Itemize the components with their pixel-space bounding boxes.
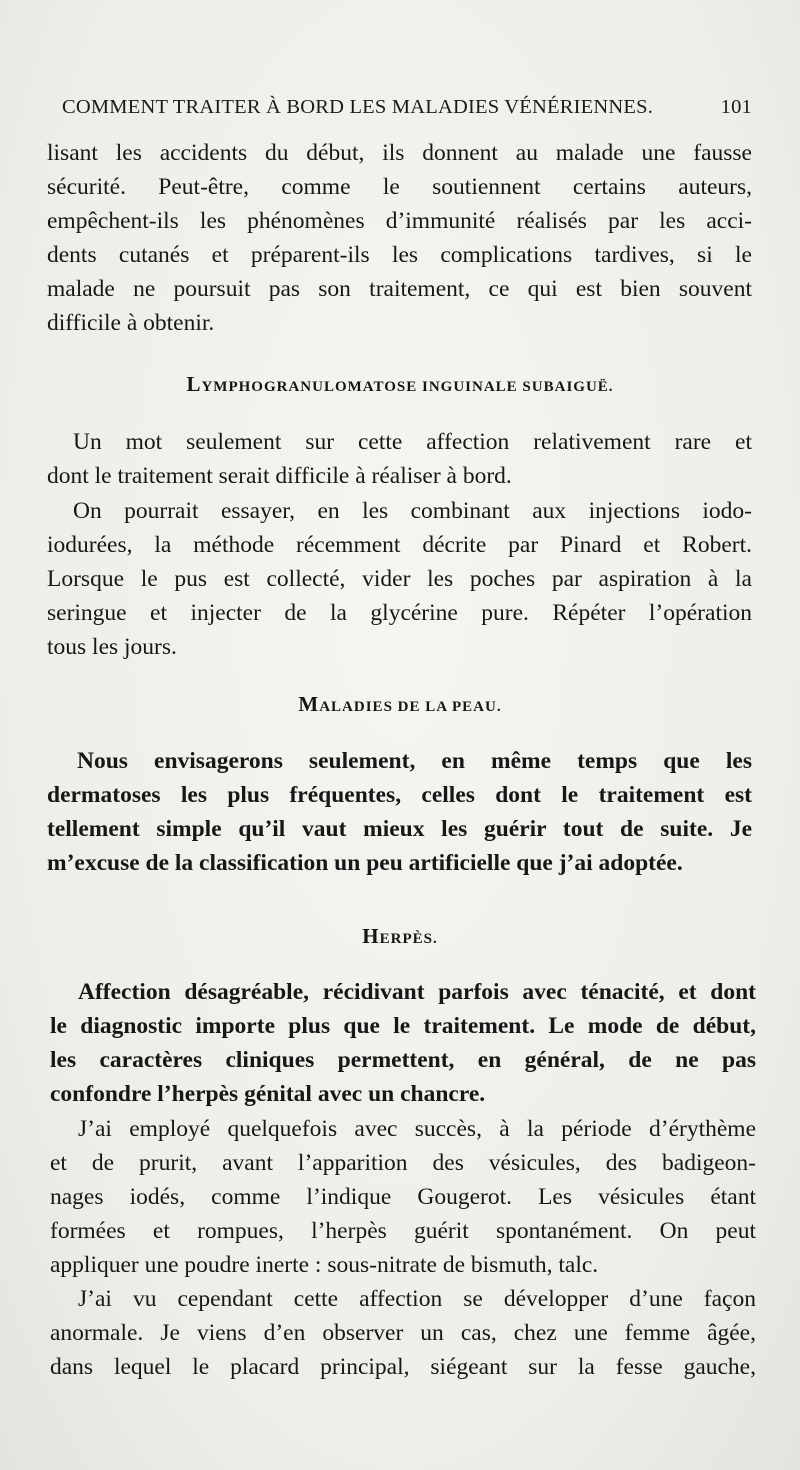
text-line: le diagnostic importe plus que le traitement. Le mode de début, (50, 1013, 756, 1039)
text-line: dans lequel le placard principal, siégeant sur la fesse gauche, (50, 1354, 756, 1380)
paragraph (47, 425, 752, 493)
text-line: empêchent-ils les phénomènes d’immunité réalisés par les acci- (47, 208, 752, 234)
paragraph-continuation (47, 136, 752, 340)
running-title: COMMENT TRAITER À BORD LES MALADIES VÉNÉRIENNES. (62, 96, 654, 118)
text-line: appliquer une poudre inerte : sous-nitrate de bismuth, talc. (50, 1252, 599, 1278)
paragraph (47, 494, 752, 664)
text-line: seringue et injecter de la glycérine pure. Répéter l’opération (47, 600, 752, 626)
text-line: J’ai employé quelquefois avec succès, à la période d’érythème (78, 1116, 756, 1142)
text-line: tellement simple qu’il vaut mieux les guérir tout de suite. Je (47, 816, 752, 842)
paragraph (50, 975, 756, 1111)
section-heading-lymphogranulomatose: LYMPHOGRANULOMATOSE INGUINALE SUBAIGUË. (186, 372, 614, 396)
text-line: Lorsque le pus est collecté, vider les poches par aspiration à la (47, 566, 752, 592)
text-line: confondre l’herpès génital avec un chancre. (50, 1081, 486, 1107)
text-line: Nous envisagerons seulement, en même temps que les (77, 748, 752, 774)
page-number: 101 (720, 96, 752, 118)
text-line: dents cutanés et préparent-ils les complications tardives, si le (47, 242, 752, 268)
text-line: tous les jours. (47, 634, 177, 660)
text-line: Un mot seulement sur cette affection relativement rare et (73, 429, 752, 455)
paragraph (50, 1282, 756, 1384)
running-header (62, 96, 752, 119)
text-line: On pourrait essayer, en les combinant aux injections iodo- (73, 498, 752, 524)
text-line: malade ne poursuit pas son traitement, ce qui est bien souvent (47, 276, 752, 302)
text-line: dermatoses les plus fréquentes, celles dont le traitement est (47, 782, 752, 808)
text-line: dont le traitement serait difficile à réaliser à bord. (47, 463, 512, 489)
text-line: Affection désagréable, récidivant parfois avec ténacité, et dont (78, 979, 756, 1005)
text-line: anormale. Je viens d’en observer un cas, chez une femme âgée, (50, 1320, 756, 1346)
text-line: J’ai vu cependant cette affection se développer d’une façon (78, 1286, 756, 1312)
text-line: sécurité. Peut-être, comme le soutiennent certains auteurs, (47, 174, 752, 200)
section-heading-herpes: HERPÈS. (362, 924, 438, 948)
text-line: les caractères cliniques permettent, en général, de ne pas (50, 1047, 756, 1073)
text-line: difficile à obtenir. (47, 310, 215, 336)
text-line: et de prurit, avant l’apparition des vésicules, des badigeon- (50, 1150, 756, 1176)
text-line: lisant les accidents du début, ils donnent au malade une fausse (47, 140, 752, 166)
text-line: nages iodés, comme l’indique Gougerot. Les vésicules étant (50, 1184, 756, 1210)
paragraph (47, 744, 752, 880)
section-heading-maladies-de-la-peau: MALADIES DE LA PEAU. (298, 692, 502, 716)
paragraph (50, 1112, 756, 1282)
text-line: formées et rompues, l’herpès guérit spontanément. On peut (50, 1218, 756, 1244)
text-line: m’excuse de la classification un peu artificielle que j’ai adoptée. (47, 850, 683, 876)
text-line: iodurées, la méthode récemment décrite par Pinard et Robert. (47, 532, 752, 558)
